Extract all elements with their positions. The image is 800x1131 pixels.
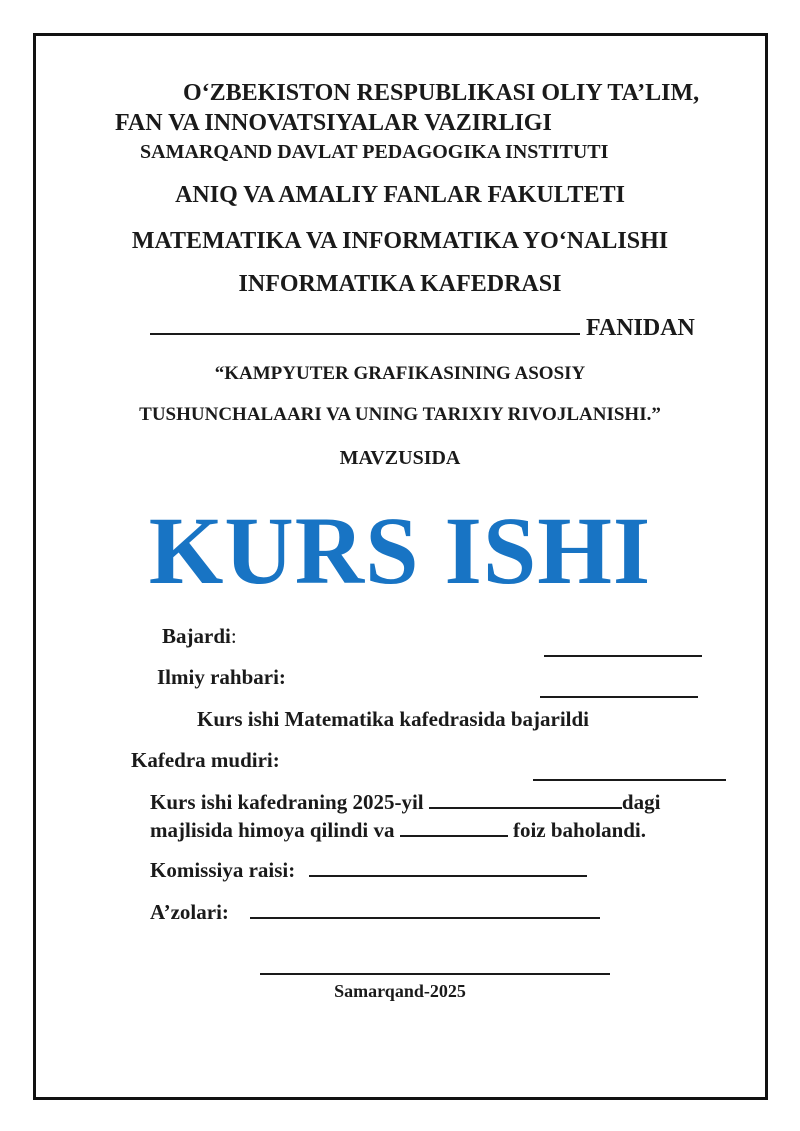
defense-text-4: foiz baholandi. xyxy=(512,818,647,842)
azolar-label: A’zolari: xyxy=(150,900,229,924)
komissiya-blank xyxy=(309,874,587,877)
defense-date-blank xyxy=(429,806,622,809)
work-title: KURS ISHI xyxy=(148,497,652,604)
ministry-line-1: O‘ZBEKISTON RESPUBLIKASI OLIY TA’LIM, xyxy=(183,80,700,106)
azolar-blank-2 xyxy=(260,962,610,980)
bajardi-blank xyxy=(544,644,702,662)
subject-line xyxy=(150,315,695,342)
subject-suffix: FANIDAN xyxy=(586,315,695,341)
defense-text-2: dagi xyxy=(621,790,661,814)
komissiya-label: Komissiya raisi: xyxy=(150,858,296,882)
rahbar-blank xyxy=(540,685,698,703)
bajardi-label: Bajardi xyxy=(162,624,231,648)
defense-line-2 xyxy=(150,818,646,843)
defense-grade-blank xyxy=(400,834,508,837)
azolar-row xyxy=(150,900,600,925)
ministry-line-2: FAN VA INNOVATSIYALAR VAZIRLIGI xyxy=(115,110,552,136)
institute-name: SAMARQAND DAVLAT PEDAGOGIKA INSTITUTI xyxy=(140,141,609,163)
topic-line-1: “KAMPYUTER GRAFIKASINING ASOSIY xyxy=(214,363,586,384)
rahbar-label: Ilmiy rahbari: xyxy=(157,665,286,689)
place-year: Samarqand-2025 xyxy=(334,981,466,1001)
subject-blank xyxy=(150,332,580,335)
done-text: Kurs ishi Matematika kafedrasida bajarildi xyxy=(197,707,590,731)
mudir-label: Kafedra mudiri: xyxy=(131,748,280,772)
topic-suffix: MAVZUSIDA xyxy=(339,447,461,469)
bajardi-colon: : xyxy=(230,624,237,648)
azolar-blank-1 xyxy=(250,916,600,919)
direction-name: MATEMATIKA VA INFORMATIKA YO‘NALISHI xyxy=(131,228,669,254)
defense-text-3: majlisida himoya qilindi va xyxy=(150,818,395,842)
mudir-blank xyxy=(533,768,726,786)
komissiya-row xyxy=(150,858,587,883)
department-name: INFORMATIKA KAFEDRASI xyxy=(238,271,562,297)
faculty-name: ANIQ VA AMALIY FANLAR FAKULTETI xyxy=(175,182,625,208)
bajardi-row xyxy=(162,624,237,649)
defense-text-1: Kurs ishi kafedraning 2025-yil xyxy=(150,790,424,814)
defense-line-1 xyxy=(150,790,660,815)
topic-line-2: TUSHUNCHALAARI VA UNING TARIXIY RIVOJLANISHI.” xyxy=(139,404,661,425)
